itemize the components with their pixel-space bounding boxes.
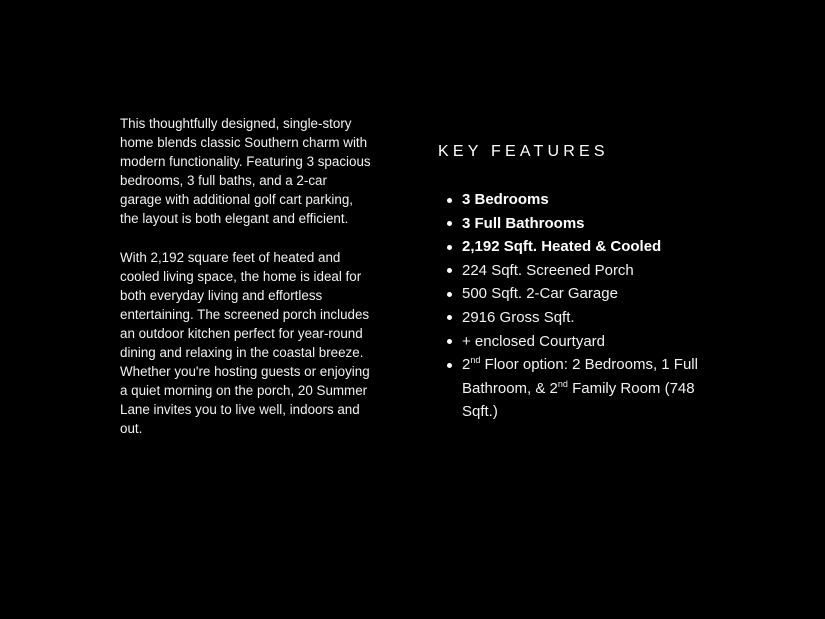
list-item (438, 188, 738, 212)
key-features-list (438, 188, 738, 424)
description-paragraph-1: This thoughtfully designed, single-story home blends classic Southern charm with modern functionality. Featuring 3 spacious bedrooms, 3 full baths, and a 2-car garage with additional golf cart parking, the layout is both elegant and efficient. (120, 116, 371, 227)
list-item (438, 235, 738, 259)
list-item (438, 330, 738, 354)
feature-text: + enclosed Courtyard (462, 332, 605, 350)
list-item (438, 282, 738, 306)
floor-option-superscript-1: nd (470, 355, 481, 366)
bullet-icon (447, 221, 452, 226)
floor-option-text-2: Family Room (748 Sqft.) (462, 379, 695, 421)
property-description (120, 114, 372, 458)
feature-text: 224 Sqft. Screened Porch (462, 261, 634, 279)
bullet-icon (447, 198, 452, 203)
bullet-icon (447, 245, 452, 250)
list-item-floor-option (438, 353, 698, 424)
list-item (438, 212, 738, 236)
key-features-section (438, 140, 738, 424)
feature-text: 2916 Gross Sqft. (462, 308, 575, 326)
bullet-icon (447, 315, 452, 320)
feature-text: 500 Sqft. 2-Car Garage (462, 285, 618, 303)
feature-text: 2,192 Sqft. Heated & Cooled (462, 238, 662, 256)
floor-option-number: 2 (462, 356, 471, 374)
bullet-icon (447, 292, 452, 297)
floor-option-superscript-2: nd (557, 378, 568, 389)
floor-option-text-1: Floor option: 2 Bedrooms, 1 Full Bathroom, & 2 (462, 356, 698, 397)
key-features-heading: KEY FEATURES (438, 143, 609, 160)
feature-text: 3 Full Bathrooms (462, 214, 585, 232)
list-item (438, 306, 738, 330)
feature-text: 3 Bedrooms (462, 191, 549, 208)
description-paragraph-2: With 2,192 square feet of heated and cooled living space, the home is ideal for both everyday living and effortless entertaining. The screened porch includes an outdoor kitchen perfect for year-round dining and relaxing in the coastal breeze. Whether you're hosting guests or enjoying a quiet morning on the porch, 20 Summer Lane invites you to live well, indoors and out. (120, 249, 370, 437)
bullet-icon (447, 339, 452, 344)
bullet-icon (447, 268, 452, 273)
bullet-icon (447, 363, 452, 368)
list-item (438, 259, 738, 283)
